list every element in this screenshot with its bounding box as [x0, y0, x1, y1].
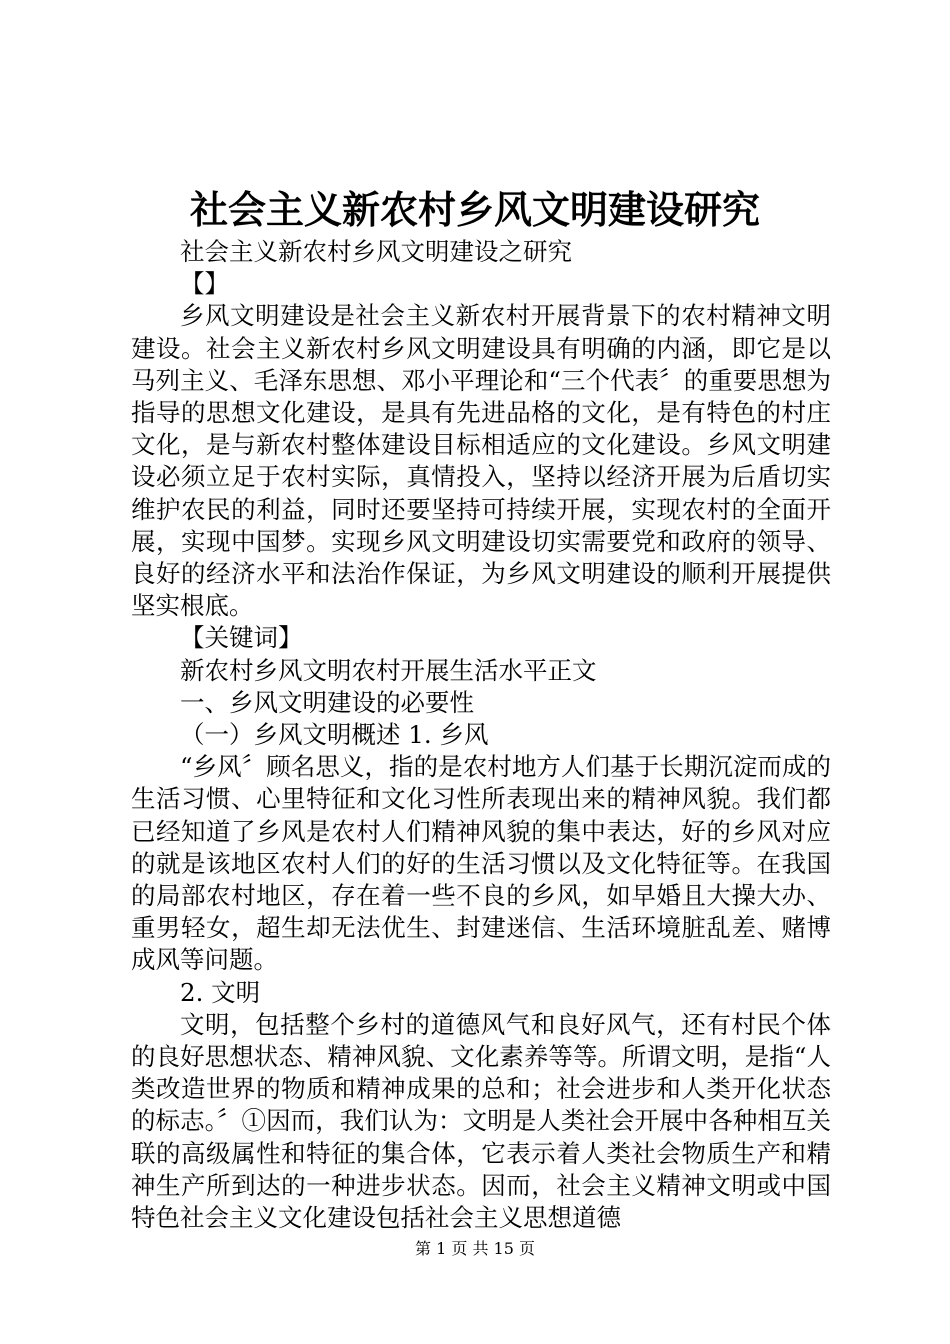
document-title: 社会主义新农村乡风文明建设研究: [189, 187, 760, 232]
section-heading: 一、乡风文明建设的必要性: [180, 687, 474, 717]
point-heading: 2. 文明: [180, 977, 261, 1007]
keywords-label: 【关键词】: [180, 623, 303, 653]
abstract-label: 【】: [180, 269, 229, 299]
wenming-paragraph: 文明，包括整个乡村的道德风气和良好风气，还有村民个体的良好思想状态、精神风貌、文化素养等等。所谓文明，是指“人类改造世界的物质和精神成果的总和；社会进步和人类开化状态的标志。〞①因而，我们认为：文明是人类社会开展中各种相互关联的高级属性和特征的集合体，它表示着人类社会物质生产和精神生产所到达的一种进步状态。因而，社会主义精神文明或中国特色社会主义文化建设包括社会主义思想道德: [131, 1009, 831, 1233]
subsection-heading: （一）乡风文明概述 1. 乡风: [180, 720, 489, 750]
abstract-paragraph: 乡风文明建设是社会主义新农村开展背景下的农村精神文明建设。社会主义新农村乡风文明建设具有明确的内涵，即它是以马列主义、毛泽东思想、邓小平理论和“三个代表〞的重要思想为指导的思想文化建设，是具有先进品格的文化，是有特色的村庄文化，是与新农村整体建设目标相适应的文化建设。乡风文明建设必须立足于农村实际，真情投入，坚持以经济开展为后盾切实维护农民的利益，同时还要坚持可持续开展，实现农村的全面开展，实现中国梦。实现乡风文明建设切实需要党和政府的领导、良好的经济水平和法治作保证，为乡风文明建设的顺利开展提供坚实根底。: [131, 301, 831, 621]
page-footer: 第 1 页 共 15 页: [415, 1239, 535, 1258]
document-body: [131, 236, 831, 1234]
keywords-text: 新农村乡风文明农村开展生活水平正文: [180, 655, 597, 685]
xiangfeng-paragraph: “乡风〞顾名思义，指的是农村地方人们基于长期沉淀而成的生活习惯、心里特征和文化习性所表现出来的精神风貌。我们都已经知道了乡风是农村人们精神风貌的集中表达，好的乡风对应的就是该地区农村人们的好的生活习惯以及文化特征等。在我国的局部农村地区，存在着一些不良的乡风，如早婚且大操大办、重男轻女，超生却无法优生、封建迷信、生活环境脏乱差、赌博成风等问题。: [131, 752, 831, 975]
subtitle: 社会主义新农村乡风文明建设之研究: [180, 237, 572, 266]
